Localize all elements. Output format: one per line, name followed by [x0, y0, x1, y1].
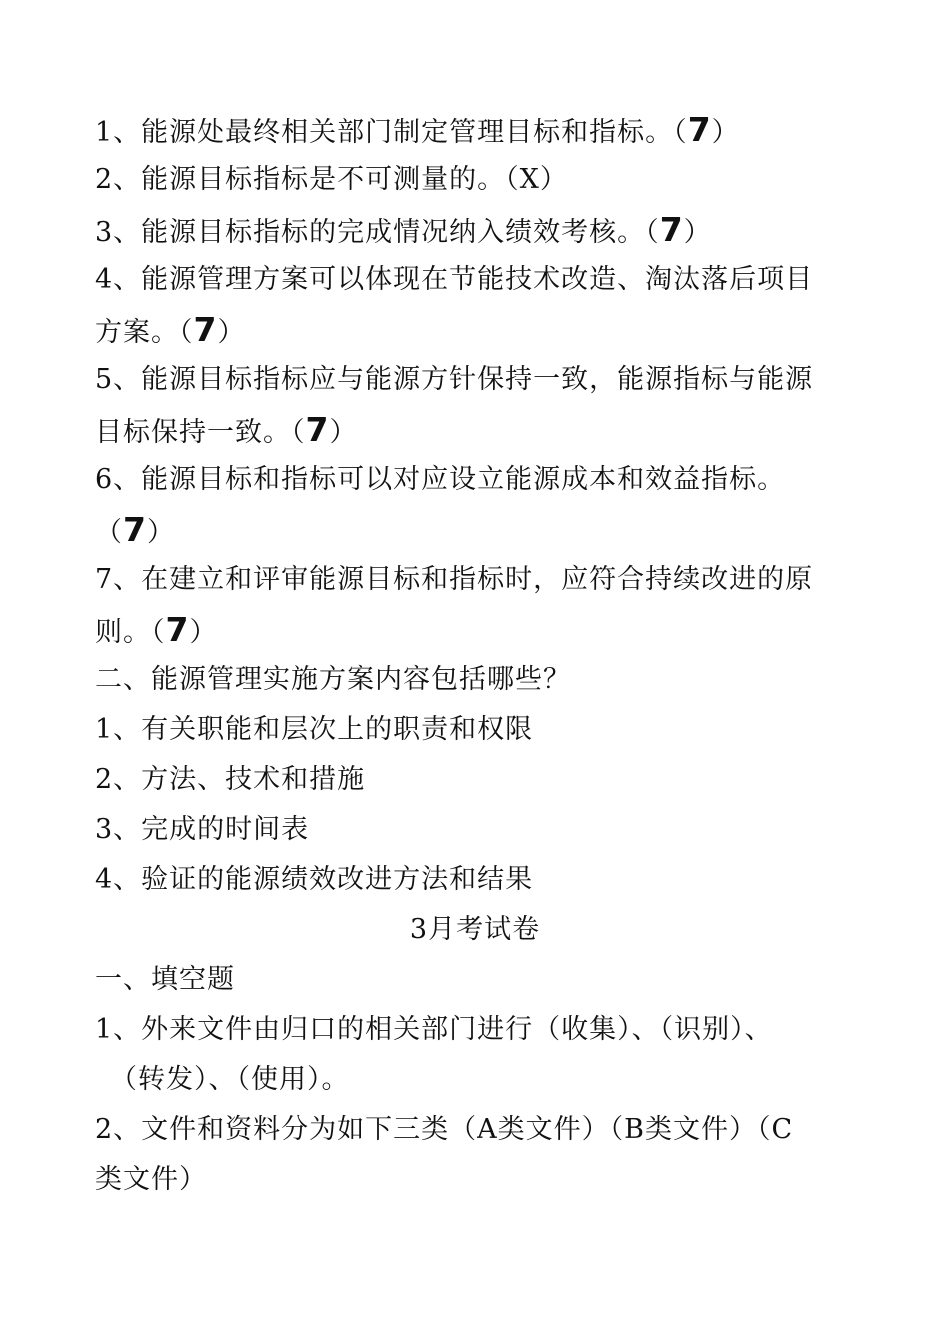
text-line-4: 4、能源管理方案可以体现在节能技术改造、淘汰落后项目	[95, 264, 814, 295]
section-heading: 二、能源管理实施方案内容包括哪些？	[95, 664, 571, 695]
text-line-10: 7、在建立和评审能源目标和指标时，应符合持续改进的原	[95, 564, 814, 595]
question-line: （转发）、（使用）。	[110, 1064, 350, 1095]
text-line-8: 6、能源目标和指标可以对应设立能源成本和效益指标。	[95, 464, 786, 495]
check-mark: 7	[305, 410, 330, 449]
list-item: 2、方法、技术和措施	[95, 764, 366, 795]
text-line-5: 方案。（7）	[95, 310, 246, 349]
check-mark: 7	[193, 310, 218, 349]
list-item: 4、验证的能源绩效改进方法和结果	[95, 864, 534, 895]
text-line-9: （7）	[95, 510, 175, 549]
text-line-2: 2、能源目标指标是不可测量的。（X）	[95, 164, 568, 195]
question-line: 2、文件和资料分为如下三类（A类文件）（B类文件）（C	[95, 1114, 794, 1145]
text-line-1: 1、能源处最终相关部门制定管理目标和指标。（7）	[95, 110, 740, 149]
exam-title: 3月考试卷	[409, 914, 541, 945]
text-line-6: 5、能源目标指标应与能源方针保持一致，能源指标与能源	[95, 364, 814, 395]
question-line: 1、外来文件由归口的相关部门进行（收集）、（识别）、	[95, 1014, 773, 1045]
text-line-7: 目标保持一致。（7）	[95, 410, 358, 449]
section-heading: 一、填空题	[95, 964, 235, 995]
list-item: 1、有关职能和层次上的职责和权限	[95, 714, 534, 745]
text-line-3: 3、能源目标指标的完成情况纳入绩效考核。（7）	[95, 210, 712, 249]
text-line-11: 则。（7）	[95, 610, 218, 649]
list-item: 3、完成的时间表	[95, 814, 310, 845]
check-mark: 7	[687, 110, 712, 149]
check-mark: 7	[659, 210, 684, 249]
question-line: 类文件）	[95, 1164, 207, 1195]
check-mark: 7	[165, 610, 190, 649]
check-mark: 7	[123, 510, 147, 549]
